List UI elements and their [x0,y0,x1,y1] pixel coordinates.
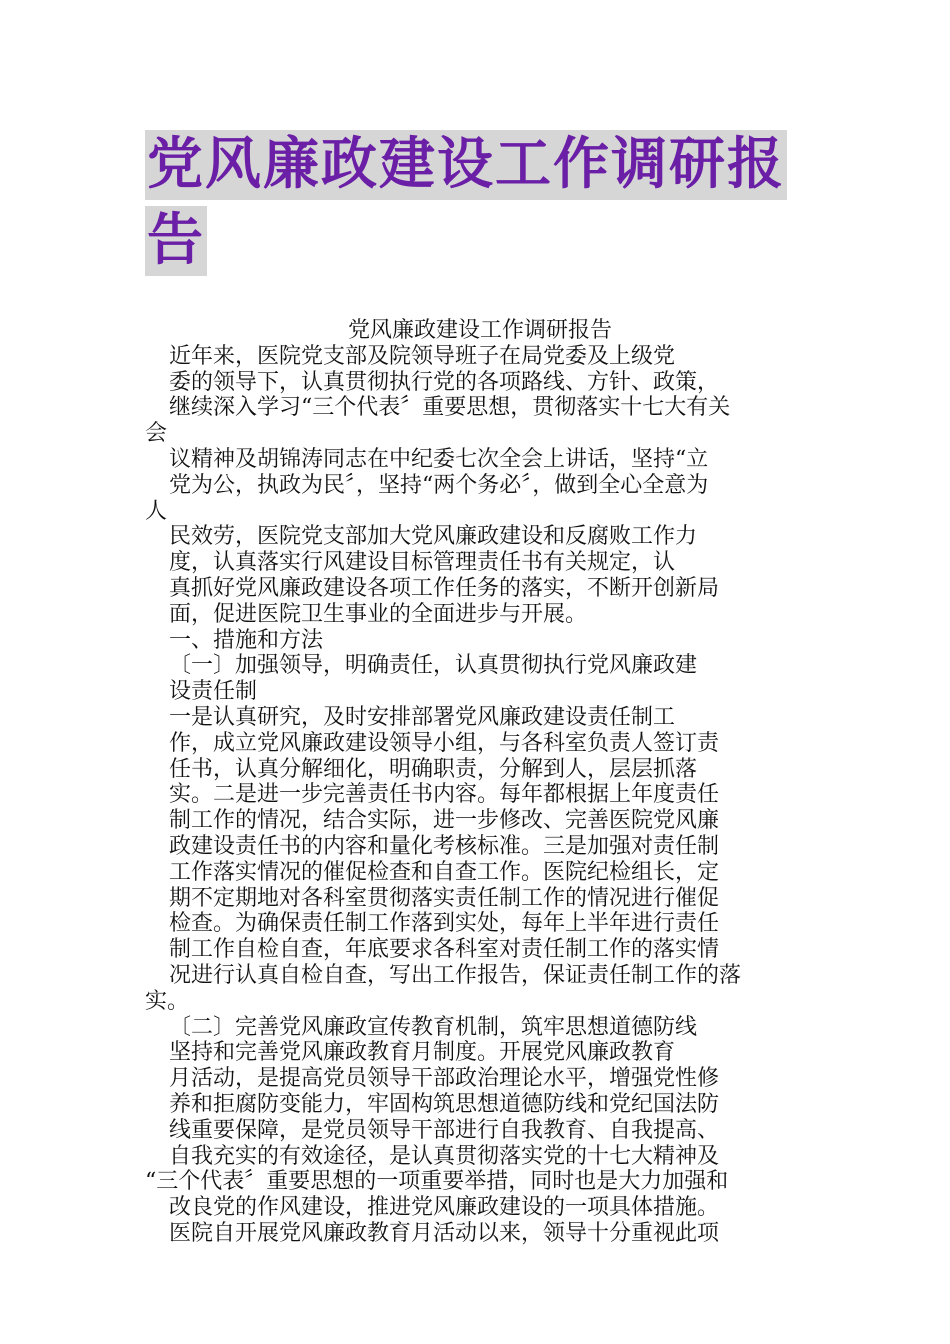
body-line: 〔二〕完善党风廉政宣传教育机制，筑牢思想道德防线 [169,1014,698,1040]
body-line: 继续深入学习“三个代表〞重要思想，贯彻落实十七大有关 [169,395,731,421]
body-line: 况进行认真自检自查，写出工作报告，保证责任制工作的落 [169,962,742,988]
body-line: 政建设责任书的内容和量化考核标准。三是加强对责任制 [169,833,720,859]
body-line: 度，认真落实行风建设目标管理责任书有关规定，认 [169,550,676,576]
body-line: 制工作的情况，结合实际，进一步修改、完善医院党风廉 [169,808,720,834]
body-line: 检查。为确保责任制工作落到实处，每年上半年进行责任 [169,911,720,937]
body-line: 民效劳，医院党支部加大党风廉政建设和反腐败工作力 [169,524,698,550]
body-line: 面，促进医院卫生事业的全面进步与开展。 [169,601,588,627]
title-line-1: 党风廉政建设工作调研报 [145,130,787,200]
body-subtitle: 党风廉政建设工作调研报告 [347,318,612,343]
body-line: 线重要保障，是党员领导干部进行自我教育、自我提高、 [169,1117,720,1143]
body-line: 改良党的作风建设，推进党风廉政建设的一项具体措施。 [169,1195,720,1221]
body-line: 人 [145,498,168,524]
body-line: 自我充实的有效途径，是认真贯彻落实党的十七大精神及 [169,1143,720,1169]
body-line: 近年来，医院党支部及院领导班子在局党委及上级党 [169,343,676,369]
body-line: 期不定期地对各科室贯彻落实责任制工作的情况进行催促 [169,885,720,911]
body-line: 工作落实情况的催促检查和自查工作。医院纪检组长，定 [169,859,720,885]
body-line: 一是认真研究，及时安排部署党风廉政建设责任制工 [169,704,676,730]
body-line: 作，成立党风廉政建设领导小组，与各科室负责人签订责 [169,730,720,756]
body-line: 实。 [145,988,190,1014]
body-line: 任书，认真分解细化，明确职责，分解到人，层层抓落 [169,756,698,782]
body-line: 养和拒腐防变能力，牢固构筑思想道德防线和党纪国法防 [169,1091,720,1117]
body-line: 一、措施和方法 [169,627,324,653]
body-line: 党为公，执政为民〞，坚持“两个务必〞，做到全心全意为 [169,472,709,498]
body-line: 会 [145,421,168,447]
body-line: “三个代表〞重要思想的一项重要举措，同时也是大力加强和 [145,1169,729,1195]
body-line: 坚持和完善党风廉政教育月制度。开展党风廉政教育 [169,1040,676,1066]
document-body [145,318,815,1247]
body-line: 实。二是进一步完善责任书内容。每年都根据上年度责任 [169,782,720,808]
body-line: 制工作自检自查，年底要求各科室对责任制工作的落实情 [169,937,720,963]
body-line: 委的领导下，认真贯彻执行党的各项路线、方针、政策， [169,369,720,395]
body-line: 月活动，是提高党员领导干部政治理论水平，增强党性修 [169,1066,720,1092]
body-line: 设责任制 [169,679,258,705]
body-line: 医院自开展党风廉政教育月活动以来，领导十分重视此项 [169,1220,720,1246]
title-line-2: 告 [145,206,207,276]
body-line: 议精神及胡锦涛同志在中纪委七次全会上讲话，坚持“立 [169,446,709,472]
document-title [145,130,815,282]
body-line: 〔一〕加强领导，明确责任，认真贯彻执行党风廉政建 [169,653,698,679]
body-line: 真抓好党风廉政建设各项工作任务的落实，不断开创新局 [169,575,720,601]
